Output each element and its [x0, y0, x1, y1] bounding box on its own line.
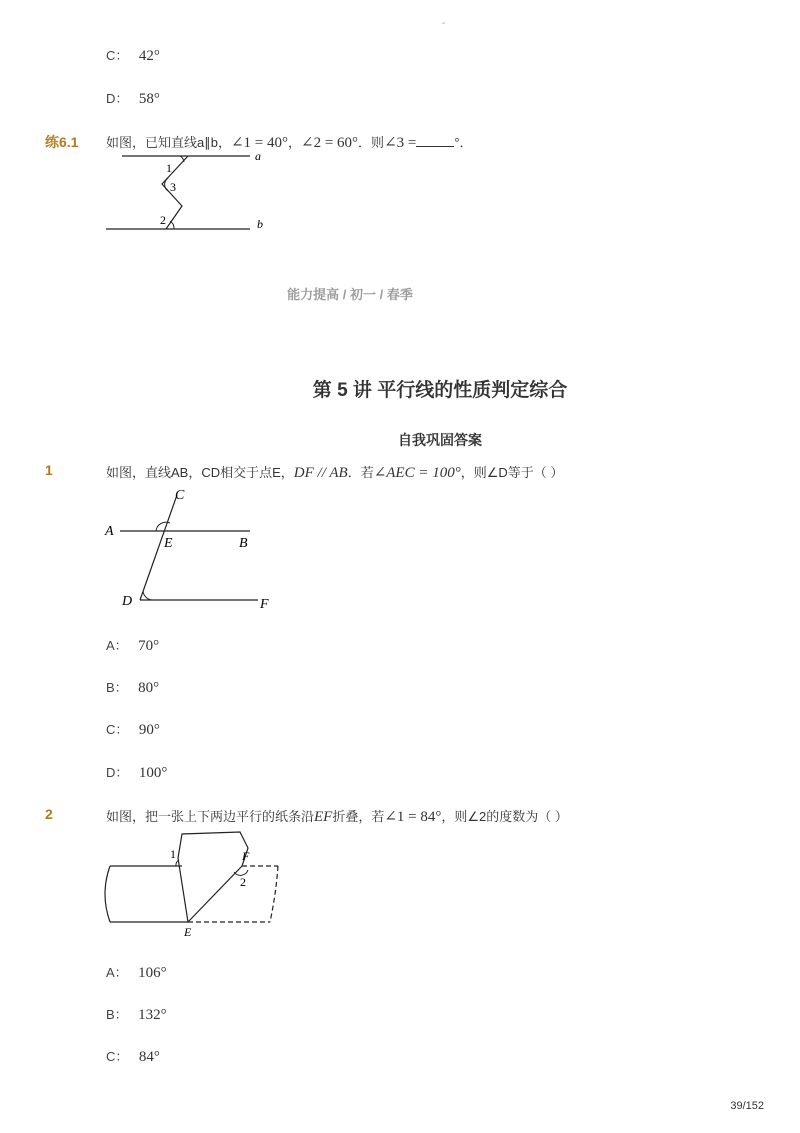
math-angle2: ∠2 = 60° — [301, 135, 359, 151]
question-1-figure — [100, 485, 290, 615]
text-part: ．则 — [358, 135, 385, 150]
text-part: ， — [288, 135, 302, 150]
option-value: 80° — [138, 680, 160, 696]
label-e: E — [184, 925, 192, 939]
lesson-title: 第 5 讲 平行线的性质判定综合 — [312, 380, 568, 401]
header-mark: - — [442, 18, 446, 29]
dashed-right — [270, 866, 278, 922]
math-angle1: ∠1 = 40° — [230, 135, 288, 151]
label-angle2: 2 — [240, 875, 246, 889]
text-part: 折叠，若 — [332, 809, 385, 824]
text-part: °． — [454, 135, 473, 150]
question-2-figure — [100, 828, 290, 943]
question-2-option-c — [106, 1046, 160, 1066]
question-1-option-c — [106, 719, 160, 739]
label-a: A — [105, 524, 114, 539]
answer-blank — [416, 134, 454, 147]
fold-line-ef — [188, 866, 242, 922]
text-part: ．若 — [347, 465, 374, 480]
label-a: a — [255, 149, 261, 163]
option-value: 42° — [138, 48, 160, 64]
label-b: B — [239, 536, 248, 551]
question-2-option-a — [106, 962, 167, 982]
text-part: ，则∠2的度数为（ ） — [441, 809, 568, 824]
label-d: D — [122, 594, 133, 609]
option-value: 58° — [138, 91, 160, 107]
label-angle2: 2 — [160, 213, 166, 227]
question-2-text — [106, 806, 568, 826]
math-angle3: ∠3 = — [384, 135, 417, 151]
prev-option-c — [106, 45, 160, 65]
question-1-option-a — [106, 635, 159, 655]
label-f: F — [260, 597, 269, 612]
math-df-ab: DF // AB — [293, 465, 348, 481]
label-e: E — [164, 536, 173, 551]
text-part: ，则∠D等于（ ） — [460, 465, 564, 480]
angle-1-arc — [180, 156, 184, 162]
option-label: C： — [106, 1049, 129, 1064]
option-value: 106° — [138, 965, 167, 981]
question-1-option-b — [106, 677, 159, 697]
option-label: D： — [106, 765, 129, 780]
angle-aec-arc — [156, 522, 170, 531]
math-angle-aec: ∠AEC = 100° — [373, 465, 461, 481]
prev-option-d — [106, 88, 160, 108]
practice-figure — [100, 148, 280, 238]
page-number: 39/152 — [730, 1100, 764, 1112]
practice-number: 练6.1 — [45, 134, 79, 150]
math-angle1: ∠1 = 84° — [384, 809, 442, 825]
option-label: A： — [106, 638, 128, 653]
angle-d-arc — [143, 591, 152, 600]
option-value: 84° — [138, 1049, 160, 1065]
label-c: C — [175, 488, 185, 503]
label-angle3: 3 — [170, 180, 176, 194]
question-1-text — [106, 462, 563, 482]
option-label: B： — [106, 1007, 128, 1022]
text-part: 如图，直线AB，CD相交于点E， — [106, 465, 294, 480]
question-1-number: 1 — [45, 462, 53, 478]
option-value: 100° — [138, 765, 168, 781]
math-ef: EF — [314, 809, 333, 825]
section-title: 自我巩固答案 — [398, 432, 482, 448]
label-f: F — [242, 849, 250, 863]
option-label: D： — [106, 91, 129, 106]
footer-watermark: 能力提高 / 初一 / 春季 — [287, 287, 413, 302]
option-label: A： — [106, 965, 128, 980]
text-part: 如图，把一张上下两边平行的纸条沿 — [106, 809, 315, 824]
text-part: 如图，已知直线a∥b， — [106, 135, 231, 150]
option-value: 132° — [138, 1007, 167, 1023]
option-value: 90° — [138, 722, 160, 738]
option-label: C： — [106, 48, 129, 63]
option-label: C： — [106, 722, 129, 737]
question-2-number: 2 — [45, 806, 53, 822]
label-b: b — [257, 217, 263, 231]
option-label: B： — [106, 680, 128, 695]
strip-left-edge — [105, 866, 110, 922]
question-1-option-d — [106, 762, 167, 782]
label-angle1: 1 — [170, 847, 176, 861]
label-angle1: 1 — [166, 161, 172, 175]
question-2-option-b — [106, 1004, 167, 1024]
folded-flap — [178, 832, 248, 922]
option-value: 70° — [138, 638, 160, 654]
